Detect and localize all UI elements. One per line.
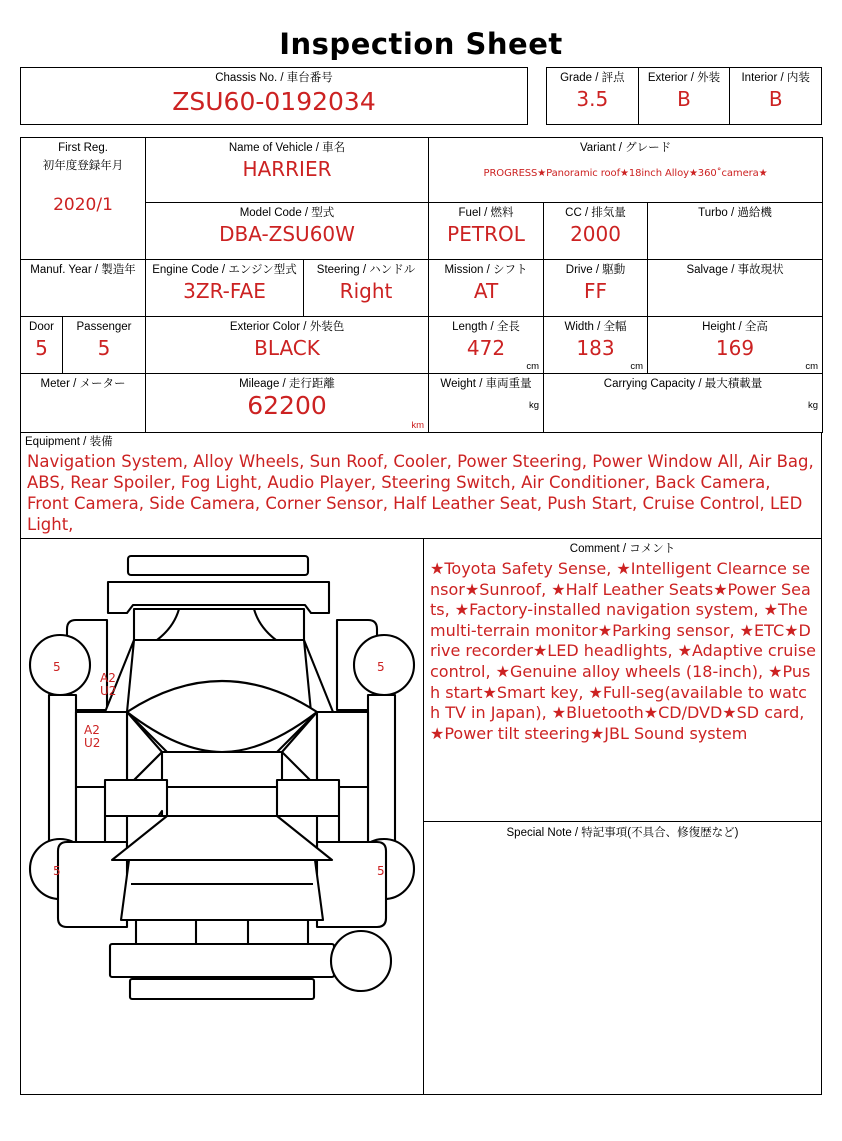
page-title: Inspection Sheet: [279, 27, 563, 61]
engine-code-label: Engine Code / エンジン型式: [152, 264, 297, 276]
drive-label: Drive / 駆動: [565, 264, 626, 276]
special-note-label: Special Note / 特記事項(不具合、修復歴など): [506, 827, 739, 839]
header-row: [20, 67, 822, 125]
exterior-color-cell: [146, 317, 429, 374]
weight-unit: kg: [528, 400, 540, 411]
turbo-label: Turbo / 過給機: [698, 207, 772, 219]
grade-overall-value: 3.5: [576, 87, 609, 111]
model-code-cell: [146, 203, 429, 260]
chassis-number-box: [20, 67, 528, 125]
diagram-damage-code-1-line2: U2: [100, 684, 117, 698]
grade-interior-value: B: [768, 87, 783, 111]
specs-row-meter: [21, 374, 823, 433]
diagram-damage-code-1-line1: A2: [100, 671, 116, 685]
mileage-unit: km: [411, 420, 425, 431]
fuel-cell: [429, 203, 544, 260]
name-of-vehicle-label: Name of Vehicle / 車名: [228, 142, 346, 154]
grade-overall-label: Grade / 評点: [560, 72, 625, 84]
mission-value: AT: [473, 279, 499, 303]
meter-label: Meter / メーター: [40, 378, 126, 390]
turbo-cell: [648, 203, 823, 260]
salvage-label: Salvage / 事故現状: [686, 264, 784, 276]
exterior-color-label: Exterior Color / 外装色: [229, 321, 345, 333]
diagram-damage-code-2-line1: A2: [84, 723, 100, 737]
meter-cell: [21, 374, 146, 433]
width-unit: cm: [630, 361, 644, 372]
height-cell: [648, 317, 823, 374]
door-value: 5: [35, 336, 48, 360]
equipment-section: [20, 433, 822, 539]
specs-table: [20, 137, 823, 433]
first-reg-cell: [21, 138, 146, 260]
fuel-label: Fuel / 燃料: [458, 207, 514, 219]
carrying-capacity-unit: kg: [807, 400, 819, 411]
first-reg-label-en: First Reg.: [58, 142, 108, 154]
length-cell: [429, 317, 544, 374]
notes-column: [424, 539, 821, 1094]
mission-label: Mission / シフト: [444, 264, 528, 276]
height-unit: cm: [805, 361, 819, 372]
grade-interior-label: Interior / 内装: [741, 72, 810, 84]
grade-box: [546, 67, 822, 125]
comment-text: ★Toyota Safety Sense, ★Intelligent Clearnce sensor★Sunroof, ★Half Leather Seats★Power Seats, ★Factory-installed navigation system, ★The multi-terrain monitor★Parking sensor, ★ETC★Drive recorder★LED headlights, ★Adaptive cruise control, ★Genuine alloy wheels (18-inch), ★Push start★Smart key, ★Full-seg(available to watch TV in Japan), ★Bluetooth★CD/DVD★SD card, ★Power tilt steering★JBL Sound system: [430, 559, 817, 743]
height-label: Height / 全高: [702, 321, 768, 333]
grade-interior-cell: [730, 68, 821, 124]
width-value: 183: [576, 336, 615, 360]
specs-table-wrap: [20, 137, 822, 433]
cc-value: 2000: [570, 222, 621, 246]
diagram-mark-rear-right-wheel: 5: [377, 660, 385, 674]
weight-cell: [429, 374, 544, 433]
car-outline-svg: [21, 539, 423, 1093]
diagram-mark-front-left-wheel: 5: [53, 864, 61, 878]
engine-code-cell: [146, 260, 304, 317]
special-note-section: [424, 822, 821, 1094]
variant-value: PROGRESS★Panoramic roof★18inch Alloy★360˚camera★: [483, 168, 768, 179]
diagram-damage-code-2-line2: U2: [84, 736, 101, 750]
mileage-value: 62200: [247, 391, 327, 420]
drive-value: FF: [584, 279, 608, 303]
comment-section: [424, 539, 821, 822]
passenger-cell: [63, 317, 146, 374]
length-unit: cm: [526, 361, 540, 372]
specs-row-engine: [21, 260, 823, 317]
door-cell: [21, 317, 63, 374]
engine-code-value: 3ZR-FAE: [183, 279, 266, 303]
exterior-color-value: BLACK: [254, 336, 320, 360]
height-value: 169: [715, 336, 755, 360]
model-code-label: Model Code / 型式: [239, 207, 335, 219]
passenger-label: Passenger: [76, 321, 132, 333]
manuf-year-label: Manuf. Year / 製造年: [30, 264, 136, 276]
grade-exterior-label: Exterior / 外装: [647, 72, 721, 84]
length-label: Length / 全長: [452, 321, 520, 333]
variant-cell: [429, 138, 823, 203]
diagram-mark-rear-left-wheel: 5: [53, 660, 61, 674]
carrying-capacity-cell: [544, 374, 823, 433]
special-note-text: [424, 841, 821, 843]
mileage-label: Mileage / 走行距離: [239, 378, 335, 390]
door-label: Door: [29, 321, 54, 333]
drive-cell: [544, 260, 648, 317]
grade-exterior-cell: [639, 68, 731, 124]
steering-value: Right: [339, 279, 393, 303]
salvage-cell: [648, 260, 823, 317]
first-reg-label-jp: 初年度登録年月: [42, 160, 124, 172]
cc-cell: [544, 203, 648, 260]
width-label: Width / 全幅: [564, 321, 627, 333]
vehicle-damage-diagram: [21, 539, 424, 1094]
lower-section: [20, 539, 822, 1095]
grade-overall-cell: [547, 68, 639, 124]
grade-exterior-value: B: [677, 87, 691, 111]
specs-row-body: [21, 317, 823, 374]
weight-label: Weight / 車両重量: [440, 378, 532, 390]
diagram-mark-front-right-wheel: 5: [377, 864, 385, 878]
mission-cell: [429, 260, 544, 317]
cc-label: CC / 排気量: [565, 207, 626, 219]
name-of-vehicle-value: HARRIER: [242, 157, 332, 181]
carrying-capacity-label: Carrying Capacity / 最大積載量: [603, 378, 763, 390]
length-value: 472: [466, 336, 506, 360]
steering-cell: [304, 260, 429, 317]
equipment-text: Navigation System, Alloy Wheels, Sun Roof, Cooler, Power Steering, Power Window All, Air Bag, ABS, Rear Spoiler, Fog Light, Audio Player, Steering Switch, Air Conditioner, Back Camera, Front Camera, Side Camera, Corner Sensor, Half Leather Seat, Push Start, Cruise Control, LED Light,: [27, 452, 814, 534]
width-cell: [544, 317, 648, 374]
model-code-value: DBA-ZSU60W: [219, 222, 355, 246]
manuf-year-cell: [21, 260, 146, 317]
specs-row-vehicle: [21, 138, 823, 203]
steering-label: Steering / ハンドル: [316, 264, 416, 276]
comment-label: Comment / コメント: [569, 543, 676, 555]
fuel-value: PETROL: [447, 222, 525, 246]
passenger-value: 5: [97, 336, 111, 360]
first-reg-value: 2020/1: [53, 195, 113, 215]
variant-label: Variant / グレード: [579, 142, 672, 154]
equipment-label: Equipment / 装備: [25, 436, 113, 448]
mileage-cell: [146, 374, 429, 433]
chassis-number-label: Chassis No. / 車台番号: [215, 72, 333, 84]
name-of-vehicle-cell: [146, 138, 429, 203]
chassis-number-value: ZSU60-0192034: [172, 87, 376, 116]
